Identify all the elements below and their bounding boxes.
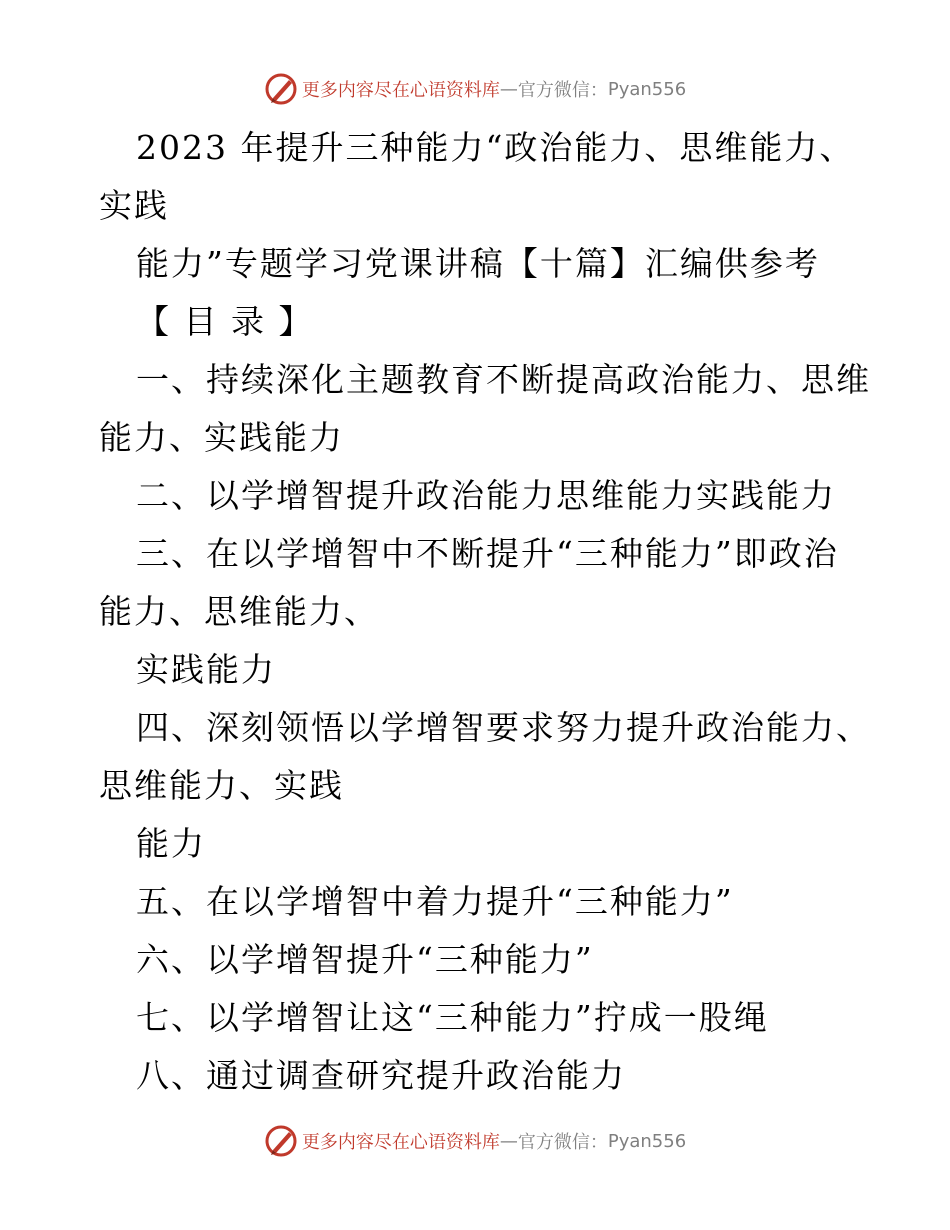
watermark-dash: — [499, 78, 518, 100]
toc-item-6: 六、以学增智提升“三种能力” [136, 940, 594, 979]
watermark-label: 官方微信： [517, 80, 608, 101]
toc-item-7: 七、以学增智让这“三种能力”拧成一股绳 [136, 998, 769, 1037]
toc-item-2: 二、以学增智提升政治能力思维能力实践能力 [136, 476, 836, 515]
watermark-dash: — [499, 1130, 518, 1152]
title-line-3: 能力”专题学习党课讲稿【十篇】汇编供参考 [136, 244, 820, 283]
watermark-id: Pyan556 [607, 78, 687, 100]
watermark-site: 更多内容尽在心语资料库 [301, 1132, 500, 1153]
pen-logo-icon [264, 72, 298, 106]
watermark-id: Pyan556 [607, 1130, 687, 1152]
title-line-1: 2023 年提升三种能力“政治能力、思维能力、 [136, 128, 855, 167]
footer-watermark [0, 1124, 950, 1158]
toc-item-5: 五、在以学增智中着力提升“三种能力” [136, 882, 734, 921]
toc-item-3-cont2: 实践能力 [136, 650, 276, 689]
toc-item-1-cont: 能力、实践能力 [99, 418, 344, 457]
pen-logo-icon [264, 1124, 298, 1158]
toc-item-8: 八、通过调查研究提升政治能力 [136, 1056, 626, 1095]
watermark-label: 官方微信： [517, 1132, 608, 1153]
toc-heading: 【 目 录 】 [136, 302, 314, 341]
header-watermark [0, 72, 950, 106]
title-line-2: 实践 [99, 186, 169, 225]
toc-item-1: 一、持续深化主题教育不断提高政治能力、思维 [136, 360, 871, 399]
toc-item-4: 四、深刻领悟以学增智要求努力提升政治能力、 [136, 708, 871, 747]
toc-item-4-cont: 思维能力、实践 [99, 766, 344, 805]
toc-item-4-cont2: 能力 [136, 824, 206, 863]
watermark-site: 更多内容尽在心语资料库 [301, 80, 500, 101]
toc-item-3-cont: 能力、思维能力、 [99, 592, 379, 631]
toc-item-3: 三、在以学增智中不断提升“三种能力”即政治 [136, 534, 839, 573]
